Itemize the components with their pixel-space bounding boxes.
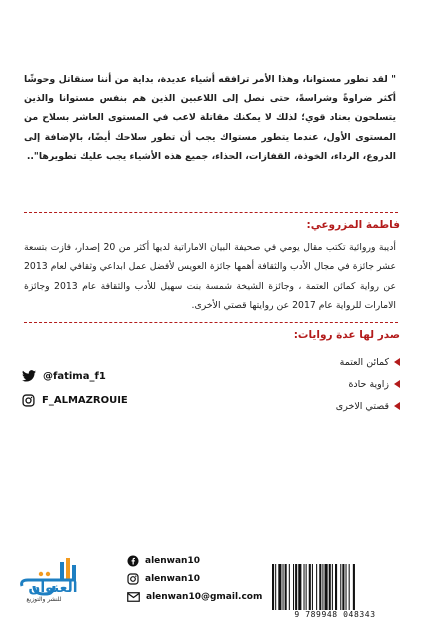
barcode-bar	[293, 564, 294, 610]
barcode-bar	[349, 564, 350, 610]
barcode-bar	[272, 564, 274, 610]
barcode-bar	[329, 564, 331, 610]
barcode-bar	[319, 564, 321, 610]
barcode-bar	[309, 564, 311, 610]
list-item	[336, 351, 400, 373]
barcode-bar	[283, 564, 284, 610]
author-twitter	[22, 370, 106, 382]
novel-title: قصتي الاخرى	[335, 400, 389, 412]
twitter-icon	[22, 370, 36, 382]
barcode-bar	[304, 564, 305, 610]
section-divider	[24, 322, 398, 323]
isbn-barcode	[268, 562, 400, 614]
barcode-bar	[335, 564, 337, 610]
instagram-icon	[22, 394, 35, 407]
mail-icon	[127, 592, 140, 602]
barcode-bar	[278, 564, 281, 610]
facebook-handle: alenwan10	[145, 556, 200, 566]
novels-list	[336, 351, 400, 417]
twitter-handle: @fatima_f1	[43, 370, 106, 382]
novel-title: زاوية حادة	[348, 378, 389, 390]
facebook-icon	[127, 555, 139, 567]
barcode-bar	[342, 564, 344, 610]
author-instagram	[22, 394, 128, 407]
author-name-heading: فاطمة المزروعي:	[306, 219, 400, 231]
author-bio: أديبة وروائية تكتب مقال يومي في صحيفة البيان الاماراتية لديها أكثر من 20 إصدار، فازت بتسعة عشر جائزة في مجال الأدب والثقافة أهمها جائزة العويس لأفضل عمل ابداعي وثقافي لعام 2013 عن رواية كمائن العتمة ، وجائزة الشيخة شمسة بنت سهيل للأدب والثقافة عام 2013 وجائزة الامارات للرواية عام 2017 عن روايتها قصتي الأخرى.	[24, 242, 396, 312]
instagram-handle: alenwan10	[145, 574, 200, 584]
barcode-bar	[289, 564, 290, 610]
barcode-bar	[346, 564, 347, 610]
barcode-bar	[295, 564, 297, 610]
bullet-triangle-icon	[394, 380, 400, 388]
section-divider	[24, 212, 398, 213]
bullet-triangle-icon	[394, 358, 400, 366]
instagram-handle: F_ALMAZROUIE	[42, 395, 128, 406]
back-cover-quote: " لقد تطور مستوانا، وهذا الأمر ترافقه أشياء عديدة، بداية من أننا سنقاتل وحوشًا أكثر ضراوةً وشراسةً، حتى نصل إلى اللاعبين الذين هم بنفس مستوانا والذين يتسلحون بعتاد قوي؛ لذلك لا يمكنك مقاتلة لاعب في المستوى العاشر بسلاح من المستوى الأول، عندما يتطور مستواك يجب أن تطور سلاحك أيضًا، بالإضافة إلى الدروع، الرداء، الخوذة، القفازات، الحذاء، جميع هذه الأشياء يجب عليك تطويرها"..	[24, 74, 396, 162]
list-item	[336, 395, 400, 417]
publisher-email	[127, 592, 262, 602]
barcode-bar	[275, 564, 276, 610]
barcode-bar	[285, 564, 287, 610]
isbn-number: 9 789948 048343	[294, 610, 376, 619]
barcode-bar	[332, 564, 333, 610]
barcode-bar	[306, 564, 307, 610]
novels-heading: صدر لها عدة روايات:	[293, 329, 400, 341]
list-item	[336, 373, 400, 395]
logo-text: العنوان	[28, 580, 78, 596]
barcode-bar	[353, 564, 355, 610]
bullet-triangle-icon	[394, 402, 400, 410]
publisher-instagram	[127, 573, 200, 585]
publisher-subtitle: للنشر والتوزيع	[26, 596, 62, 603]
email-address: alenwan10@gmail.com	[146, 592, 263, 602]
barcode-bar	[298, 564, 301, 610]
barcode-bar	[316, 564, 317, 610]
novel-title: كمائن العتمة	[339, 356, 389, 368]
barcode-bar	[325, 564, 328, 610]
publisher-facebook	[127, 555, 200, 567]
instagram-icon	[127, 573, 139, 585]
publisher-logo	[8, 556, 98, 614]
barcode-bar	[322, 564, 323, 610]
barcode-bar	[340, 564, 341, 610]
barcode-bar	[312, 564, 313, 610]
